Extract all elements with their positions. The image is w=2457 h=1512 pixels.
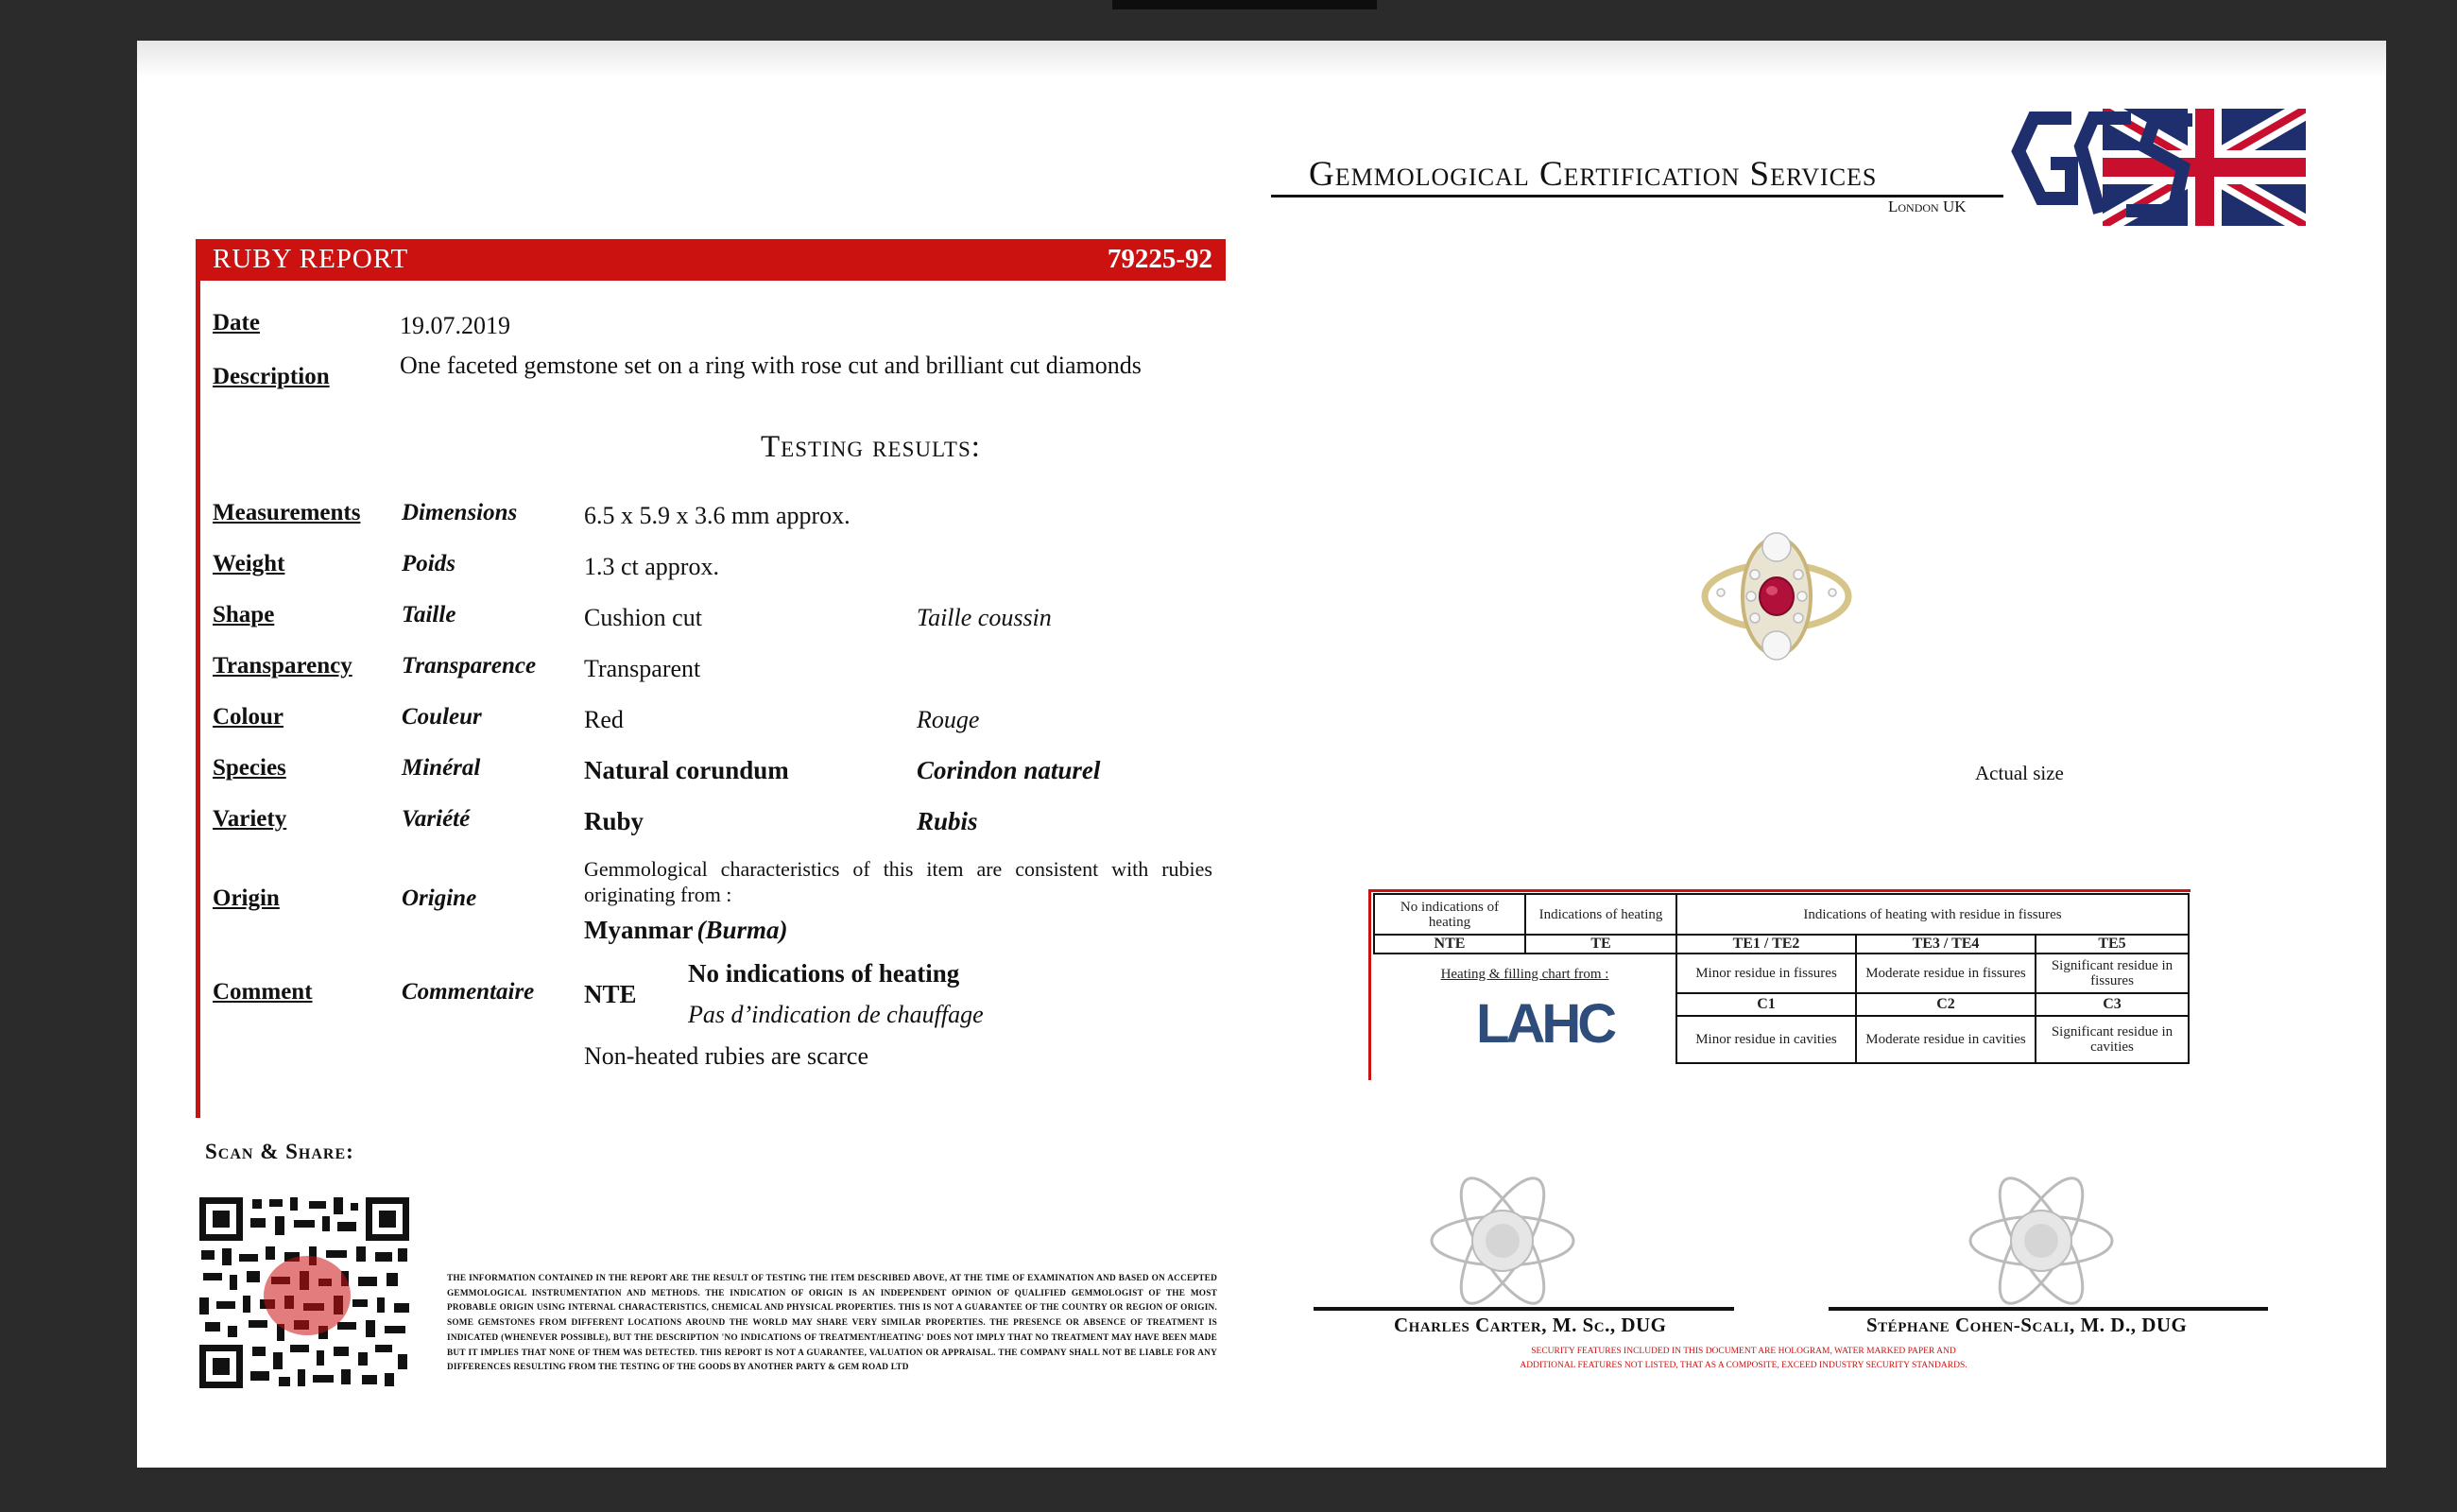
atom-emblem-right	[1961, 1170, 2122, 1321]
logo-text: GCS	[2013, 96, 2043, 112]
window-notch	[1112, 0, 1377, 9]
taille-label-fr: Taille	[402, 602, 456, 627]
te-header: Indications of heating	[1525, 894, 1676, 935]
lahc-logo-text: LAHC	[1475, 993, 1613, 1055]
nte-header: No indications of heating	[1374, 894, 1525, 935]
description-value: One faceted gemstone set on a ring with rose cut and brilliant cut diamonds	[400, 352, 1142, 379]
shape-value: Cushion cut	[584, 604, 702, 631]
couleur-label-fr: Couleur	[402, 704, 482, 730]
date-value: 19.07.2019	[400, 312, 510, 339]
species-label: Species	[213, 755, 286, 781]
origine-label-fr: Origine	[402, 885, 477, 911]
chart-from-label[interactable]: Heating & filling chart from :	[1440, 966, 1609, 982]
transparency-label: Transparency	[213, 653, 352, 679]
gcs-flag-logo	[2013, 96, 2306, 226]
residue-header: Indications of heating with residue in fissures	[1676, 894, 2189, 935]
signatory-left: Charles Carter, M. Sc., DUG	[1394, 1314, 1667, 1336]
cavity-desc-3: Significant residue in cavities	[2036, 1016, 2189, 1063]
report-number: 79225-92	[1107, 244, 1212, 274]
variety-value-fr: Rubis	[917, 807, 978, 835]
fissure-code-1: TE1 / TE2	[1676, 935, 1856, 954]
fissure-code-3: TE5	[2036, 935, 2189, 954]
report-title: RUBY REPORT	[213, 244, 409, 274]
lahc-logo	[1469, 993, 1613, 1059]
dimensions-label-fr: Dimensions	[402, 500, 518, 525]
qr-code[interactable]	[196, 1194, 413, 1392]
cavity-code-2: C2	[1856, 993, 2036, 1016]
poids-label-fr: Poids	[402, 551, 455, 576]
measurements-value: 6.5 x 5.9 x 3.6 mm approx.	[584, 502, 850, 529]
fissure-desc-1: Minor residue in fissures	[1676, 954, 1856, 993]
report-title-bar	[196, 239, 1226, 281]
testing-results-heading: Testing results:	[761, 430, 981, 464]
cavity-code-1: C1	[1676, 993, 1856, 1016]
species-value: Natural corundum	[584, 756, 789, 784]
page-top-shadow	[137, 41, 2386, 78]
comment-text-fr: Pas d’indication de chauffage	[688, 1001, 984, 1028]
origin-country-alt: (Burma)	[696, 916, 788, 944]
lahc-logo-cell	[1374, 993, 1676, 1063]
nte-code: NTE	[1374, 935, 1525, 954]
org-location: London UK	[1888, 198, 1967, 215]
shape-value-fr: Taille coussin	[917, 604, 1052, 631]
shape-label: Shape	[213, 602, 275, 627]
report-left-border	[196, 281, 200, 1118]
origin-country: Myanmar	[584, 916, 694, 944]
actual-size-caption: Actual size	[1975, 762, 2064, 784]
certificate-page	[137, 41, 2386, 1468]
colour-label: Colour	[213, 704, 284, 730]
atom-emblem-left	[1422, 1170, 1583, 1321]
origin-label: Origin	[213, 885, 280, 911]
cavity-desc-1: Minor residue in cavities	[1676, 1016, 1856, 1063]
fissure-desc-2: Moderate residue in fissures	[1856, 954, 2036, 993]
mineral-label-fr: Minéral	[402, 755, 481, 781]
ring-photo	[1696, 523, 1857, 664]
scan-share-label: Scan & Share:	[205, 1140, 354, 1163]
chart-red-left	[1368, 891, 1371, 1080]
chart-red-top	[1368, 889, 2191, 892]
fissure-code-2: TE3 / TE4	[1856, 935, 2036, 954]
origin-country-line	[584, 916, 788, 945]
signature-line-right	[1829, 1307, 2268, 1311]
weight-label: Weight	[213, 551, 285, 576]
cavity-code-3: C3	[2036, 993, 2189, 1016]
te-code: TE	[1525, 935, 1676, 954]
variety-label: Variety	[213, 806, 287, 832]
security-note: SECURITY FEATURES INCLUDED IN THIS DOCUMENT ARE HOLOGRAM, WATER MARKED PAPER AND ADDITIONAL FEATURES NOT LISTED, THAT AS A COMPOSITE, EXCEED INDUSTRY SECURITY STANDARDS.	[1520, 1347, 1967, 1370]
signature-line-left	[1314, 1307, 1734, 1311]
fissure-desc-3: Significant residue in fissures	[2036, 954, 2189, 993]
variety-value: Ruby	[584, 807, 644, 835]
transparence-label-fr: Transparence	[402, 653, 537, 679]
variete-label-fr: Variété	[402, 806, 471, 832]
commentaire-label-fr: Commentaire	[402, 979, 535, 1005]
origin-text: Gemmological characteristics of this item are consistent with rubies originating from :	[584, 857, 1212, 906]
species-value-fr: Corindon naturel	[917, 756, 1101, 784]
signatory-right: Stéphane Cohen-Scali, M. D., DUG	[1866, 1314, 2188, 1336]
comment-code: NTE	[584, 980, 637, 1008]
comment-text: No indications of heating	[688, 959, 960, 988]
cavity-desc-2: Moderate residue in cavities	[1856, 1016, 2036, 1063]
description-label: Description	[213, 364, 330, 389]
transparency-value: Transparent	[584, 655, 701, 682]
colour-value: Red	[584, 706, 624, 733]
date-label: Date	[213, 310, 260, 335]
heating-chart-table	[1373, 893, 2190, 1064]
comment-note: Non-heated rubies are scarce	[584, 1042, 868, 1070]
weight-value: 1.3 ct approx.	[584, 553, 719, 580]
org-name: Gemmological Certification Services	[1309, 155, 1878, 194]
comment-label: Comment	[213, 979, 313, 1005]
disclaimer-text: THE INFORMATION CONTAINED IN THE REPORT ARE THE RESULT OF TESTING THE ITEM DESCRIBED ABOVE, AT THE TIME OF EXAMINATION AND BASED ON ACCEPTED GEMMOLOGICAL INSTRUMENTATION AND METHODS. THE INDICATION OF ORIGIN IS AN INDEPENDENT OPINION OF QUALIFIED GEMMOLOGIST OF THE MOST PROBABLE ORIGIN USING INTERNAL CHARACTERISTICS, CHEMICAL AND PHYSICAL PROPERTIES. THIS IS NOT A GUARANTEE OF THE COUNTRY OR REGION OF ORIGIN. SOME GEMSTONES FROM DIFFERENT LOCATIONS AROUND THE WORLD MAY SHARE VERY SIMILAR PROPERTIES. THE PRESENCE OR ABSENCE OF TREATMENT IS INDICATED (WHENEVER POSSIBLE), BUT THE DESCRIPTION 'NO INDICATIONS OF TREATMENT/HEATING' DOES NOT IMPLY THAT NO TREATMENT MAY HAVE BEEN MADE BUT IT IMPLIES THAT NONE OF THEM WAS DETECTED. THIS REPORT IS NOT A GUARANTEE, VALUATION OR APPRAISAL. THE COMPANY SHALL NOT BE LIABLE FOR ANY DIFFERENCES RESULTING FROM THE TESTING OF THE GOODS BY ANOTHER PARTY & GEM ROAD LTD	[447, 1274, 1217, 1373]
measurements-label: Measurements	[213, 500, 361, 525]
colour-value-fr: Rouge	[917, 706, 980, 733]
